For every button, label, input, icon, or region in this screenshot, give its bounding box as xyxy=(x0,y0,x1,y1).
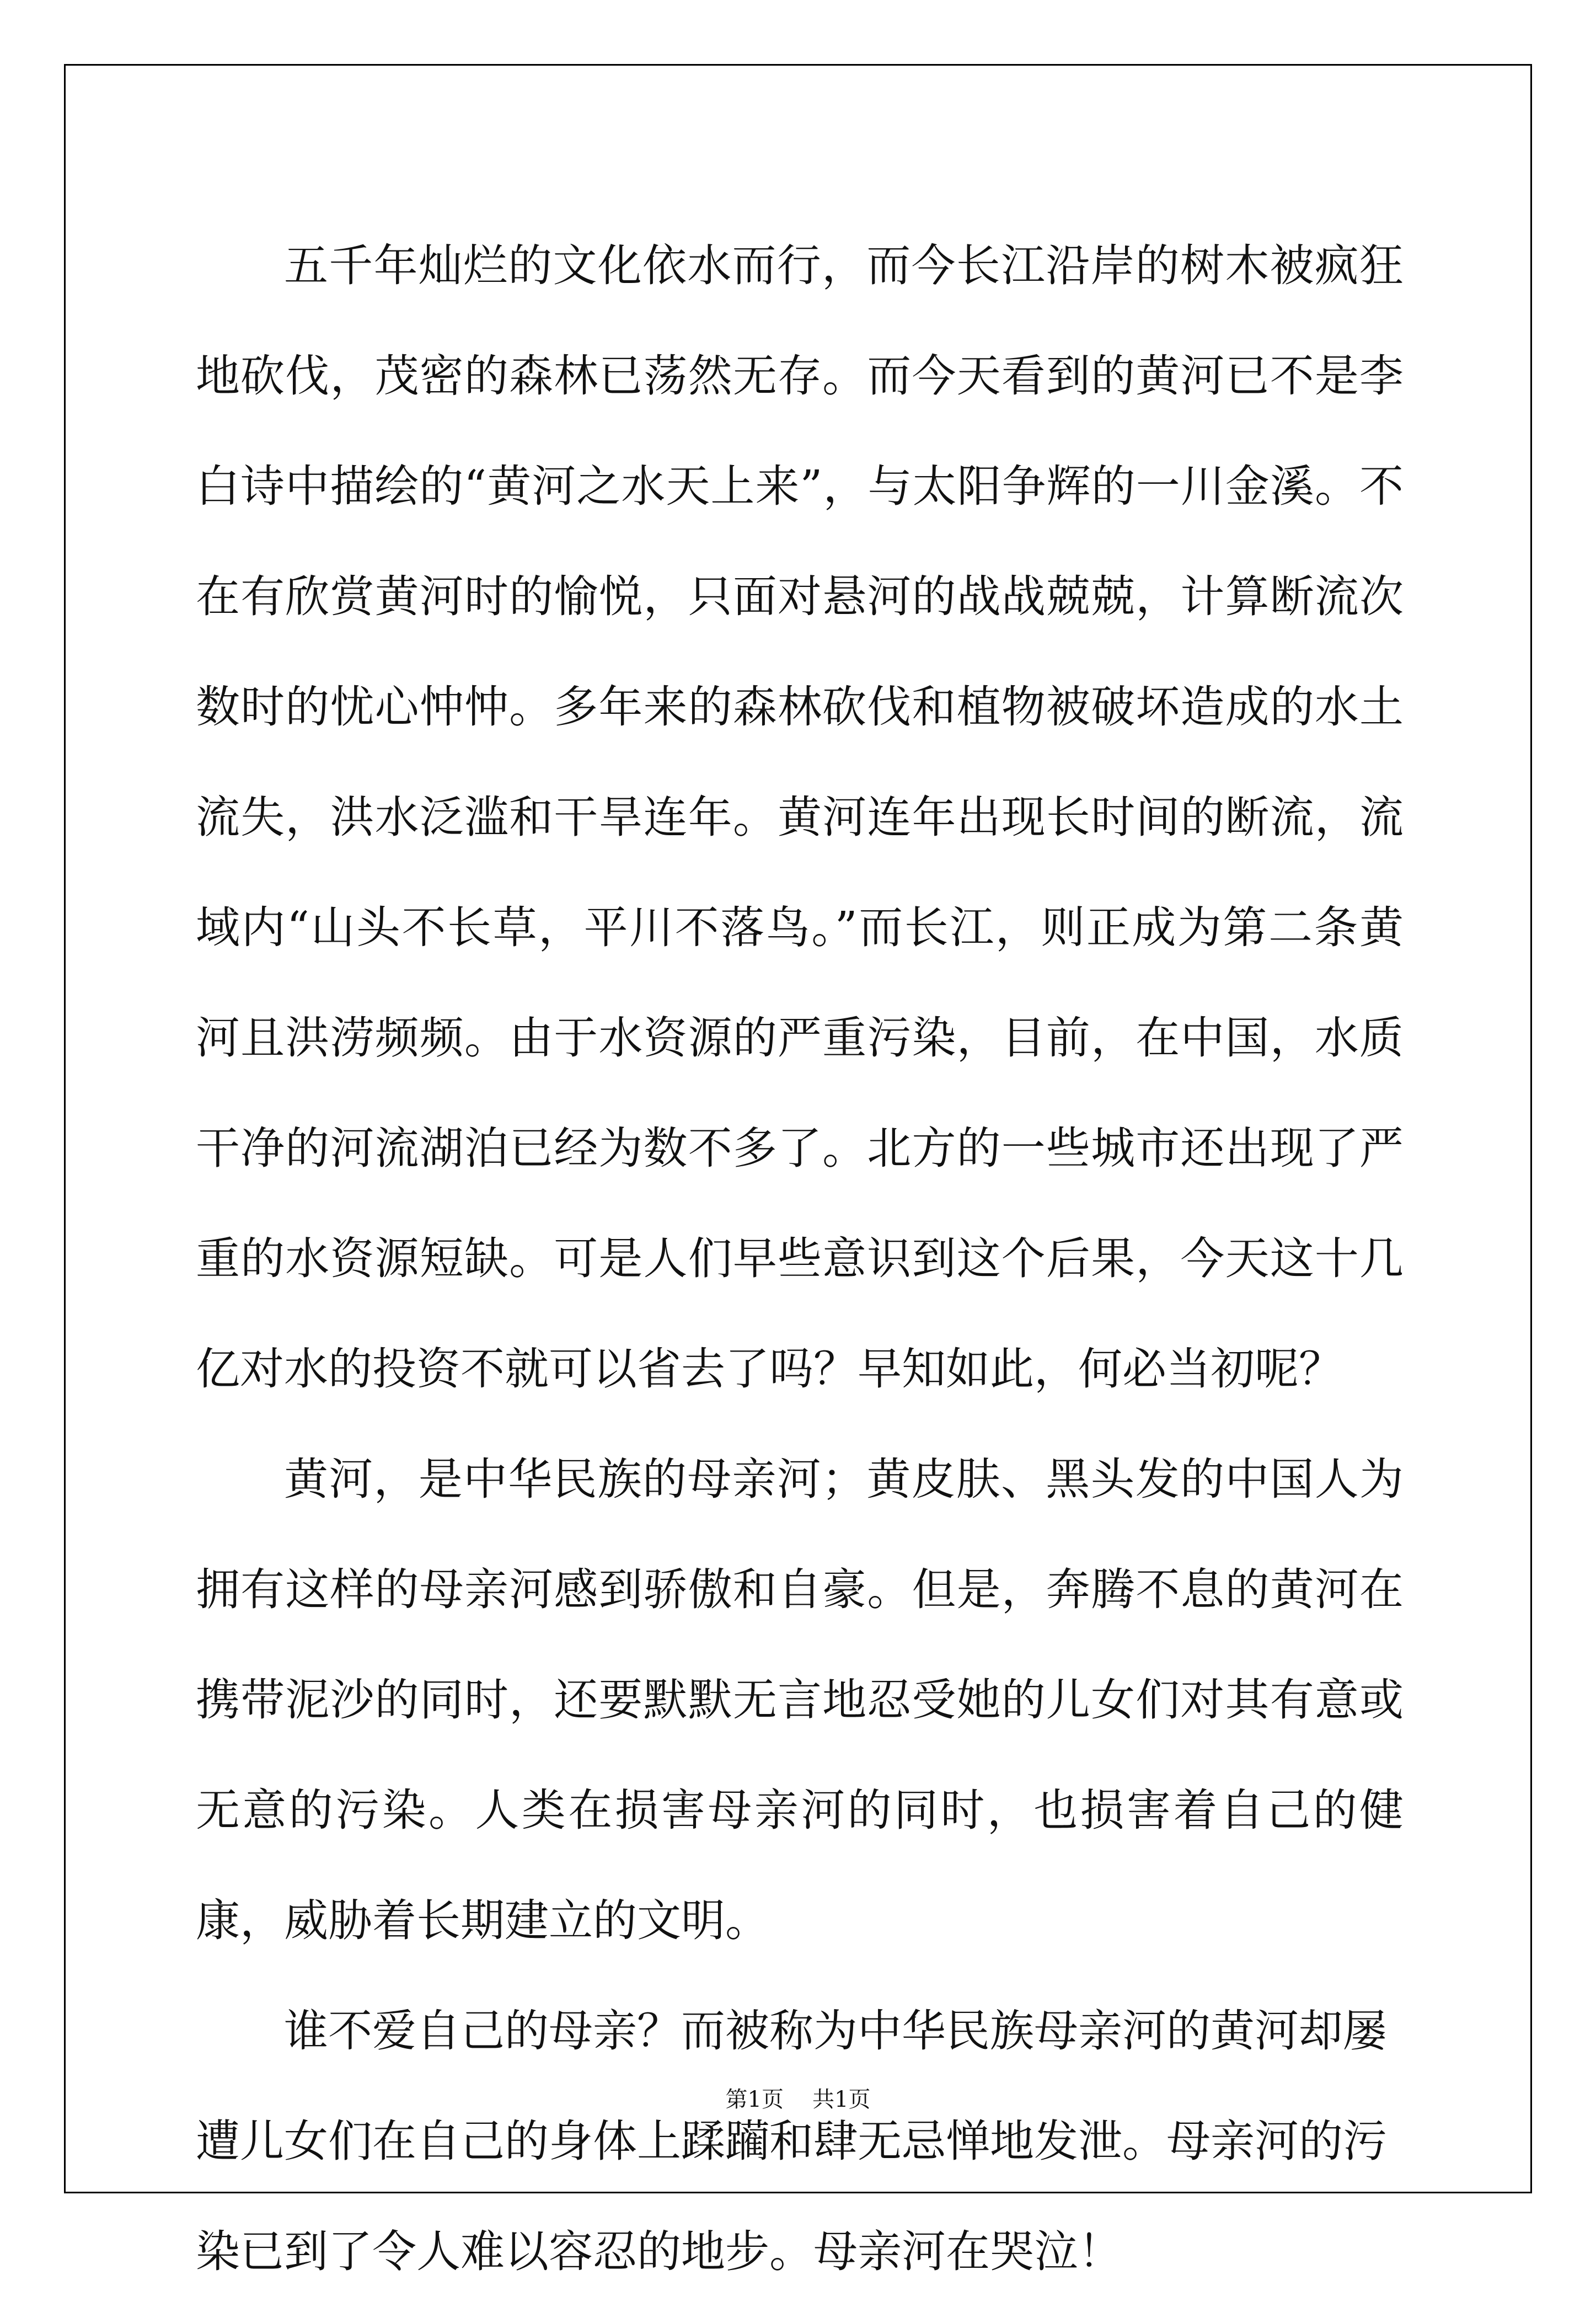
document-body xyxy=(196,211,1404,2307)
page-number-current: 第1页 xyxy=(725,2087,784,2112)
paragraph-3: 谁不爱自己的母亲？而被称为中华民族母亲河的黄河却屡遭儿女们在自己的身体上蹂躏和肆无忌惮地发泄。母亲河的污染已到了令人难以容忍的地步。母亲河在哭泣！ xyxy=(196,2005,1387,2277)
paragraph-2: 黄河，是中华民族的母亲河；黄皮肤、黑头发的中国人为拥有这样的母亲河感到骄傲和自豪。但是，奔腾不息的黄河在携带泥沙的同时，还要默默无言地忍受她的儿女们对其有意或无意的污染。人类在损害母亲河的同时，也损害着自己的健康，威胁着长期建立的文明。 xyxy=(196,1454,1404,1946)
paragraph-1: 五千年灿烂的文化依水而行，而今长江沿岸的树木被疯狂地砍伐，茂密的森林已荡然无存。而今天看到的黄河已不是李白诗中描绘的“黄河之水天上来”，与太阳争辉的一川金溪。不在有欣赏黄河时的愉悦，只面对悬河的战战兢兢，计算断流次数时的忧心忡忡。多年来的森林砍伐和植物被破坏造成的水土流失，洪水泛滥和干旱连年。黄河连年出现长时间的断流，流域内“山头不长草，平川不落鸟。”而长江，则正成为第二条黄河且洪涝频频。由于水资源的严重污染，目前，在中国，水质干净的河流湖泊已经为数不多了。北方的一些城市还出现了严重的水资源短缺。可是人们早些意识到这个后果，今天这十几亿对水的投资不就可以省去了吗？早知如此，何必当初呢？ xyxy=(196,240,1404,1395)
page-footer xyxy=(0,2085,1596,2114)
page-number-total: 共1页 xyxy=(812,2087,871,2112)
